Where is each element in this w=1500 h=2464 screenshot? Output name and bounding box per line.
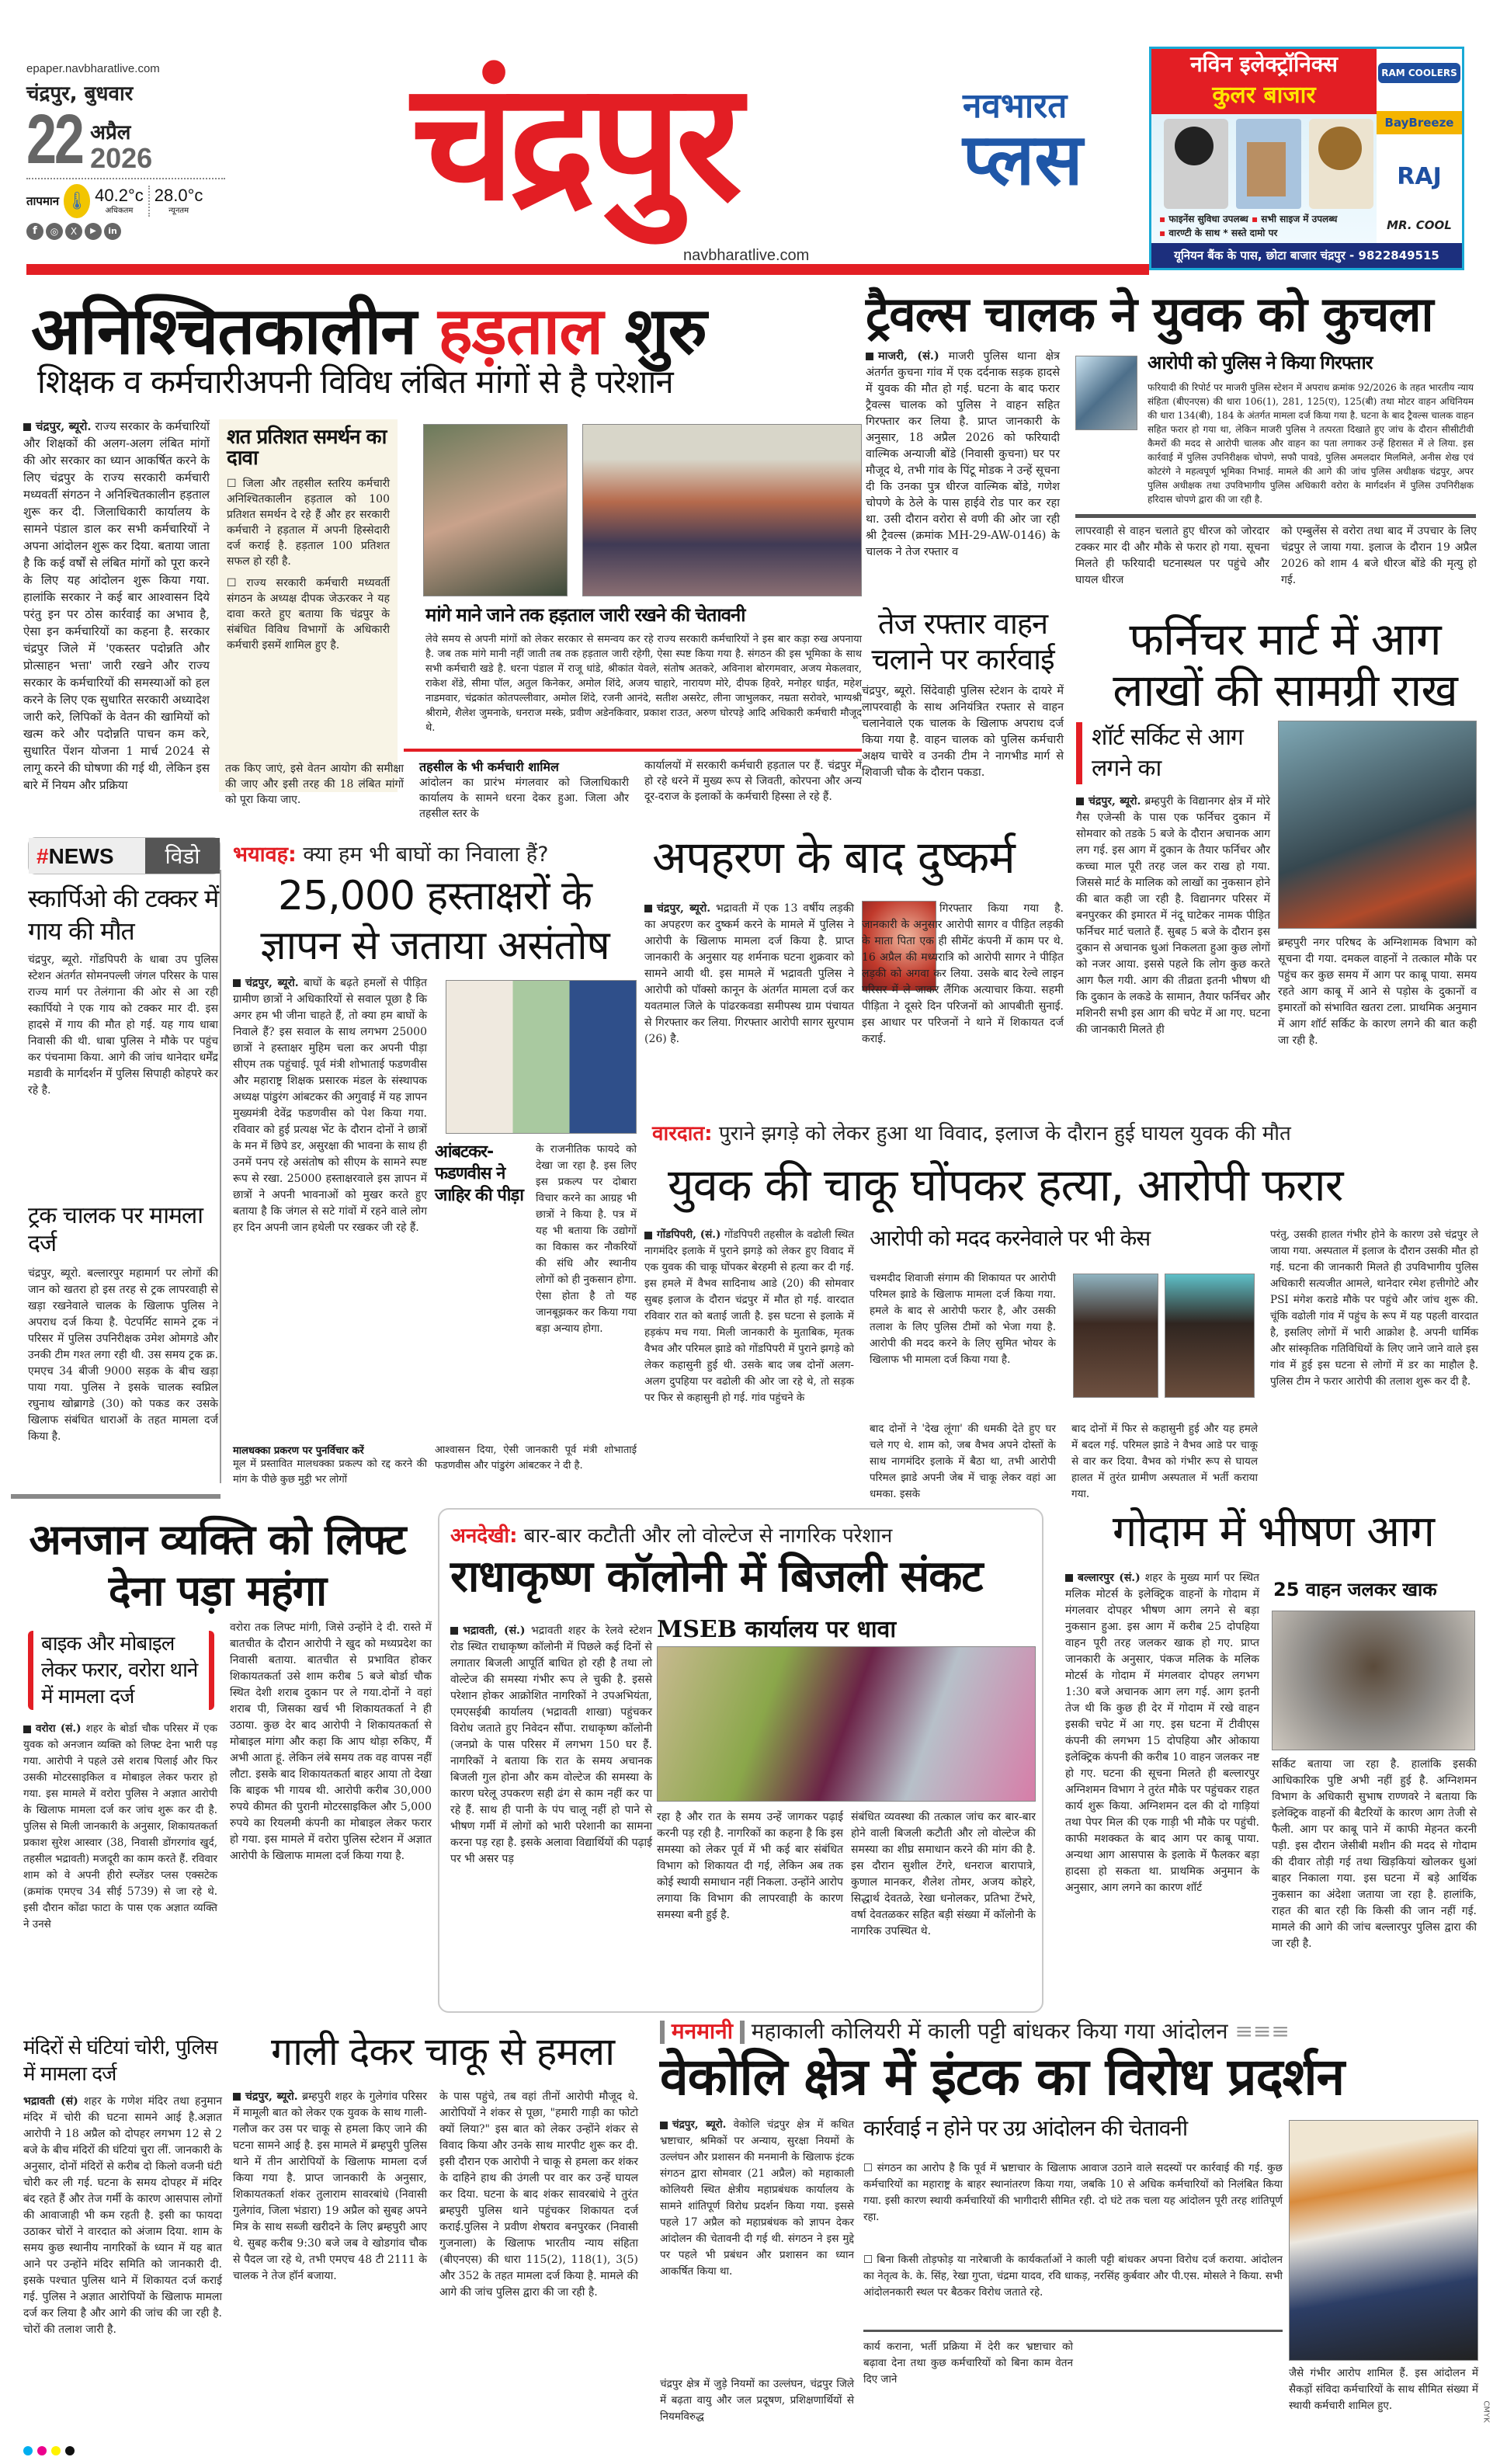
speeding-body: चंद्रपुर, ब्यूरो. सिंदेवाही पुलिस स्टेशन के दायरे में लापरवाही के साथ अनियंत्रित रफ्तार से वाहन चलानेवाले एक चालक के खिलाफ अपराध दर्ज किया गया है. वाहन चालक को पुलिस कर्मचारी अक्षय चाचेरे व उनकी टीम ने नागभीड मार्ग से शिवाजी चौक के दौरान पकडा. [862, 685, 1064, 779]
lead-photo-left [423, 424, 568, 596]
signatures-headline: 25,000 हस्ताक्षरों के ज्ञापन से जताया असंतोष [260, 873, 609, 969]
signatures-subtitle: मालधक्का प्रकरण पर पुनर्विचार करें [233, 1445, 364, 1457]
cooler-image [1309, 119, 1373, 209]
lift-body1: वरोरा (सं.) शहर के बोर्डा चौक परिसर में एक युवक को अनजान व्यक्ति को लिफ्ट देना भारी पड़ गया. आरोपी ने पहले उसे शराब पिलाई और फिर उसकी मोटरसाइकिल व मोबाइल लेकर फरार हो गया. इस मामले में वरोरा पुलिस ने अज्ञात आरोपी के खिलाफ मामला दर्ज कर जांच शुरू कर दी है. पुलिस से मिली जानकारी के अनुसार, शिकायतकर्ता प्रकाश सुरेश आस्वार (38, निवासी डोंगरगांव खुर्द, तहसील भद्रावती) मजदूरी का काम करते हैं. रविवार शाम को वे अपनी हीरो स्प्लेंडर प्लस एक्सटेक (क्रमांक एमएच 34 सीई 5739) से जा रहे थे. इसी दौरान कोंढा फाटा के पास एक अज्ञात व्यक्ति ने उनसे [23, 1722, 218, 1931]
wcl-body1: चंद्रपुर, ब्यूरो. वेकोलि चंद्रपुर क्षेत्र में कथित भ्रष्टाचार, श्रमिकों पर अन्याय, सुरक्षा नियमों के उल्लंघन और प्रशासन की मनमानी के खिलाफ इंटक संगठन द्वारा सोमवार (21 अप्रैल) को महाकाली कोलियरी स्थित क्षेत्रीय महाप्रबंधक कार्यालय के सामने शांतिपूर्ण विरोध प्रदर्शन किया गया. इससे पहले 17 अप्रैल को महाप्रबंधक को ज्ञापन देकर आंदोलन की चेतावनी दी गई थी. संगठन ने इस मुद्दे पर पहले भी प्रबंधन और प्रशासन का ध्यान आकर्षित किया था. [660, 2118, 855, 2278]
furniture-subhead: शॉर्ट सर्किट से आग लगने का [1076, 722, 1262, 784]
temp-min: 28.0°c [154, 186, 203, 205]
electricity-body2: रहा है और रात के समय उन्हें जागकर पढ़ाई करनी पड़ रही है. नागरिकों का कहना है कि इस समस्या को लेकर पूर्व में भी कई बार संबंधित विभाग को शिकायत दी गई, लेकिन अब तक कोई स्थायी समाधान नहीं निकला. उन्होंने आरोप लगाया कि विभाग की लापरवाही के कारण समस्या बनी हुई है. [657, 1811, 843, 1921]
date-day: 22 [26, 101, 82, 179]
wcl-subhead: कार्रवाई न होने पर उग्र आंदोलन की चेतावनी [863, 2115, 1188, 2141]
travels-body2: लापरवाही से वाहन चलाते हुए धीरज को जोरदार टक्कर मार दी और मौके से फरार हो गया. सूचना मिलते ही फरियादी घटनास्थल पर पहुंचे और घायल धीरज [1075, 525, 1269, 586]
signatures-photo-caption: आंबटकर-फडणवीस ने जाहिर की पीड़ा [435, 1142, 523, 1205]
lead-photo-right [582, 424, 862, 596]
brand-mrcool: MR. COOL [1387, 217, 1452, 232]
murder-body4: बाद दोनों में फिर से कहासुनी हुई और यह हमले में बदल गई. परिमल झाडे ने वैभव आडे पर चाकू से वार कर दिया. वैभव को गंभीर रूप से घायल हालत में तुरंत ग्रामीण अस्पताल में भर्ती कराया गया. [1071, 1423, 1258, 1500]
site-url[interactable]: navbharatlive.com [675, 247, 817, 264]
cooler-images [1164, 119, 1373, 209]
travels-photo [1075, 356, 1137, 430]
lead-headline: अनिश्चितकालीन हड़ताल शुरु [31, 293, 707, 369]
truck-body: चंद्रपुर, ब्यूरो. बल्लारपुर महामार्ग पर लोगों की जान को खतरा हो इस तरह से ट्रक लापरवाही से खड़ा रखनेवाले चालक के खिलाफ पुलिस ने अपराध दर्ज किया है. पेटपर्मिट सामने ट्रक नं परिसर में पुलिस उपनिरीक्षक उमेश ओमगडे और उनकी टीम गश्त लगा रही थी. उस समय ट्रक क्र. एमएच 34 बीजी 9000 सड़क के बीच खड़ा पाया गया. पुलिस ने इसके चालक स्वप्निल रघुनाथ खोब्रागडे (30) को पकड कर उसके खिलाफ संबंधित धाराओं के तहत मामला दर्ज किया है. [28, 1267, 218, 1443]
furniture-headline: फर्निचर मार्ट में आग लाखों की सामग्री राख [1113, 613, 1457, 717]
scorpio-body: चंद्रपुर, ब्यूरो. गोंडपिपरी के धाबा उप पुलिस स्टेशन अंतर्गत सोमनपल्ली जंगल परिसर के पास राज्य मार्ग पर तेलंगाना की ओर से आ रही स्कार्पियो ने एक गाय को टक्कर मार दी. इस हादसे में गाय की मौत हो गई. यह गाय धाबा निवासी की थी. धाबा पुलिस ने मौके पर पहुंच कर पंचनामा किया. आगे की जांच थानेदार धर्मेंद्र मडावी के मार्गदर्शन में पुलिस सिपाही कोहपरे कर रहे है. [28, 954, 218, 1096]
signatures-body1: चंद्रपुर, ब्यूरो. बाघों के बढ़ते हमलों से पीड़ित ग्रामीण छात्रों ने अधिकारियों से सवाल पूछा है कि अगर हम भी जीना चाहते हैं, तो क्या हम बाघों के निवाले हैं? इस सवाल के साथ लगभग 25000 छात्रों ने हस्ताक्षर मुहिम चला कर अपनी पीड़ा सीएम तक पहुंचाई. पूर्व मंत्री शोभाताई फडणवीस और महाराष्ट्र शिक्षक प्रसारक मंडल के संस्थापक अध्यक्ष पांडुरंग आंबटकर की अगुवाई में यह ज्ञापन मुख्यमंत्री देवेंद्र फडणवीस को पेश किया गया. रविवार को हुई प्रत्यक्ष भेंट के दौरान दोनों ने छात्रों के मन में छिपे डर, असुरक्षा की भावना के साथ ही उनमें पनप रहे असंतोष को सीएम के सामने स्पष्ट रूप से रखा. 25000 हस्ताक्षरवाले इस ज्ञापन में छात्रों ने अपनी भावनाओं को मुखर करते हुए बताया है कि जंगल से सटे गांवों में रहने वाले लोग हर दिन अपनी जान हथेली पर रखकर जी रहे हैं. [233, 977, 427, 1234]
sidebar-point: ☐ राज्य सरकारी कर्मचारी मध्यवर्ती संगठन के अध्यक्ष दीपक जेऊरकर ने यह दावा करते हुए बताया कि चंद्रपुर के संबंधित विविध विभागों के अधिकारी कर्मचारी इसमें शामिल हुए है. [227, 576, 390, 652]
signatures-photo [446, 980, 637, 1134]
travels-body-top: फरियादी की रिपोर्ट पर माजरी पुलिस स्टेशन में अपराध क्रमांक 92/2026 के तहत भारतीय न्याय संहिता (बीएनएस) की धारा 106(1), 281, 125(ए), 125(बी) तथा मोटर वाहन अधिनियम की धारा 134(बी), 184 के अंतर्गत मामला दर्ज किया गया है. घटना के बाद ट्रैवल्स चालक वाहन सहित फरार हो गया था, लेकिन माजरी पुलिस ने तत्परता दिखाते हुए जांच के दौरान सीसीटीवी कैमरों की मदद से आरोपी चालक और वाहन का पता लगाकर उन्हें हिरासत में ले लिया. इस कार्रवाई में पुलिस उपनिरीक्षक चोपणे, सफौ पावडे, पुलिस अमलदार मिलमिले, अनीस शेख एवं कोटरंगे ने महत्वपूर्ण भूमिका निभाई. मामले की आगे की जांच पुलिस अधीक्षक चंद्रपुर, अपर पुलिस अधीक्षक तथा उपविभागीय पुलिस अधिकारी वरोरा के मार्गदर्शन में पुलिस उपनिरीक्षक हरिदास चोपणे द्वारा की जा रही है. [1148, 382, 1474, 505]
ad-brands [1377, 49, 1462, 246]
edition-info [26, 62, 236, 272]
temp-label: तापमान [26, 194, 60, 208]
temperature-row [26, 184, 236, 218]
hash-icon: # [36, 844, 49, 868]
city-day: चंद्रपुर, बुधवार [26, 82, 134, 106]
lift-headline: अनजान व्यक्ति को लिफ्ट देना पड़ा महंगा [29, 1515, 406, 1615]
brand-ram: RAM COOLERS [1378, 63, 1460, 83]
signatures-sub: मालधक्का प्रकरण पर पुनर्विचार करें मूल में प्रस्तावित मालधक्का प्रकल्प को रद्द करने की मांग के पीछे कुछ मुट्ठी भर लोगों [233, 1443, 427, 1505]
brand-top: नवभारत [963, 86, 1068, 126]
abuse-headline: गाली देकर चाकू से हमला [270, 2029, 615, 2074]
godown-photo [1272, 1611, 1475, 1750]
murder-kicker: वारदात: पुराने झगड़े को लेकर हुआ था विवाद, इलाज के दौरान हुई घायल युवक की मौत [652, 1122, 1291, 1145]
lead-caption-body: लेवे समय से अपनी मांगों को लेकर सरकार से समन्वय कर रहे राज्य सरकारी कर्मचारियों ने इस बार कड़ा रुख अपनाया है. जब तक मांगे मानी नहीं जाती तब तक हड़ताल जारी रहेगी, ऐसा स्पष्ट किया गया है. संगठन की इस भूमिका के साथ सभी कर्मचारी खडे है. धरना पंडाल में राजू धांडे, श्रीकांत येवले, संतोष अतकरे, अविनाश बोरगमवार, अजय मेकलवार, राकेश शेंडे, सीमा पॉल, अतुल किनेकर, अमोल शिंदे, अजय चाहारे, नारायण मोरे, दीपक हिवरे, मनोहर धाईत, महेश नाडमवार, चंद्रकांत कोतपल्लीवार, अमोल शिंदे, रजनी आनंदे, सतीश असरेट, लीना जाभुलकर, नम्रता सरोवरे, भाग्यश्री श्रीरामे, शैलेश जुमनाके, धनराज मस्के, प्रवीण अडेनकिवार, प्रकाश राउत, अरुण घोरपड़े आदि अधिकारी कर्मचारी मौजूद थे. [425, 634, 862, 734]
lead-red-rule [404, 749, 862, 752]
lead-subtitle: तहसील के भी कर्मचारी शामिल [419, 759, 559, 774]
abduction-body2: गिरफ्तार किया गया है. जानकारी के अनुसार आरोपी सागर व पीड़ित लड़की के माता पिता एक ही सीमेंट कंपनी में काम पर थे. 16 अप्रैल की मध्यरात्रि को आरोपी सागर ने पीड़ित लड़की को अगवा कर लिया. उसके बाद रेल्वे लाइन परिसर में ले जाकर लैंगिक अत्याचार किया. सहमी पीड़िता ने दूसरे दिन परिजनों को आपबीती सुनाई. इस आधार पर परिजनों ने थाने में शिकायत दर्ज कराई. [862, 902, 1064, 1045]
header-red-rule [26, 264, 1149, 275]
travels-subhead: आरोपी को पुलिस ने किया गिरफ्तार [1148, 352, 1373, 374]
date-month: अप्रैल [90, 121, 131, 144]
lead-col2: तक किए जाएं, इसे वेतन आयोग की समीक्षा की जाए और इसी तरह की 18 लंबित मांगों को पूरा किया जाए. [225, 763, 404, 806]
travels-headline: ट्रैवल्स चालक ने युवक को कुचला [866, 286, 1433, 342]
date-year: 2026 [90, 142, 153, 174]
website-url[interactable]: epaper.navbharatlive.com [26, 62, 160, 75]
decorative-lines-icon: ≡≡≡ [1234, 2018, 1290, 2044]
lift-body2: वरोरा तक लिफ्ट मांगी, जिसे उन्होंने दे दी. रास्ते में बातचीत के दौरान आरोपी ने खुद को मध्यप्रदेश का निवासी बताया. बातचीत से प्रभावित होकर शिकायतकर्ता उसे शाम करीब 5 बजे बोर्डा चौक स्थित देशी शराब दुकान पर ले गया.दोनों ने वहां शराब पी, जिसका खर्च भी शिकायतकर्ता ने ही उठाया. कुछ देर बाद आरोपी ने शिकायतकर्ता से मोबाइल मांगा और कहा कि आप थोड़ा रुकिए, मैं अभी आता हूं. लेकिन लंबे समय तक वह वापस नहीं लौटा. इसके बाद शिकायतकर्ता बाहर आया तो देखा कि बाइक भी गायब थी. आरोपी करीब 30,000 रुपये कीमत की पुरानी मोटरसाइकिल और 5,000 रुपये का रियलमी कंपनी का मोबाइल लेकर फरार हो गया. इस मामले में वरोरा पुलिस स्टेशन में अज्ञात आरोपी के खिलाफ मामला दर्ज किया गया है. [230, 1621, 432, 1862]
ad-features: ▪ फाइनेंस सुविधा उपलब्ध ▪ सभी साइज में उपलब्ध ▪ वारण्टी के साथ * सस्ते दामो पर [1159, 214, 1338, 238]
abuse-body1: चंद्रपुर, ब्यूरो. ब्रम्हपुरी शहर के गुलेगांव परिसर में मामूली बात को लेकर एक युवक के साथ गाली-गलौज कर उस पर चाकू से हमला किए जाने की घटना सामने आई है. इस मामले में ब्रम्हपुरी पुलिस थाने में तीन आरोपियों के खिलाफ मामला दर्ज किया गया है. प्राप्त जानकारी के अनुसार, शिकायतकर्ता शंकर तुलाराम सावरबांधे (निवासी गुलेगांव, जिला भंडारा) 19 अप्रैल को सुबह अपने मित्र के साथ सब्जी खरीदने के लिए ब्रम्हपुरी आए थे. सुबह करीब 9:30 बजे जब वे खोडगांव चौक से पैदल जा रहे थे, तभी एमएच 48 टी 2111 के चालक ने तेज हॉर्न बजाया. [233, 2090, 427, 2282]
lead-body: चंद्रपुर, ब्यूरो. राज्य सरकार के कर्मचारियों और शिक्षकों की अलग-अलग लंबित मांगों की ओर सरकार का ध्यान आकर्षित करने के लिए चंद्रपुर के राज्य सरकारी कर्मचारी मध्यवर्ती संगठन ने अनिश्चितकालीन हड़ताल शुरू कर दी. जिलाधिकारी कार्यालय के सामने पंडाल डाल कर सभी कर्मचारियों ने अपना आंदोलन शुरू कर दिया. बताया जाता है कि कई वर्षों से लंबित मांगों को पूरा करने के लिए यह आंदोलन शुरू किया गया. हालांकि सरकार ने कई बार आश्वासन दिये परंतु इन पर ठोस कार्रवाई का अभाव है, ऐसा इन कर्मचारियों का कहना है. सरकार चंद्रपुर जिले में 'एकस्तर पदोन्नति और प्रोत्साहन भत्ता' जारी रखने और राज्य सरकार के कर्मचारियों की समस्याओं को हल करने के लिए एक सुधारित सरकारी अध्यादेश जारी करे, लिपिकों के वेतन की खामियों को खत्म करे और पदोन्नति पाचन कम करे, सुधारित पेंशन योजना 1 मार्च 2024 से लागू करने की घोषणा की गई थी, लेकिन इस बारे में नियम और प्रक्रिया [23, 419, 210, 792]
murder-body5: परंतु, उसकी हालत गंभीर होने के कारण उसे चंद्रपुर ले जाया गया. अस्पताल में इलाज के दौरान उसकी मौत हो गई. घटना की जानकारी मिलते ही उपविभागीय पुलिस अधिकारी सत्यजीत आमले, थानेदार रमेश हत्तीगोटे और PSI मंगेश कराडे मौके पर पहुंचे और जांच शुरू की. चूंकि वढोली गांव में पहुंच के रूप में यह पहली वारदात है, इसलिए लोगों में भारी आक्रोश है. अपनी धार्मिक और सांस्कृतिक गतिविधियों के लिए जाने जाने वाले इस गांव में हुई इस घटना से लोगों में डर का माहौल है. पुलिस टीम ने फरार आरोपी की तलाश शुरू कर दी है. [1270, 1229, 1478, 1388]
ad-title-line1: नविन इलेक्ट्रॉनिक्स [1190, 51, 1338, 77]
murder-subhead: आरोपी को मदद करनेवाले पर भी केस [870, 1225, 1151, 1251]
truck-headline: ट्रक चालक पर मामला दर्ज [28, 1202, 203, 1257]
signatures-kicker: भयावह: क्या हम भी बाघों का निवाला हैं? [233, 843, 549, 867]
wcl-rule [863, 2330, 1283, 2332]
youtube-icon[interactable]: ▶ [85, 223, 102, 240]
lift-subhead: बाइक और मोबाइल लेकर फरार, वरोरा थाने में मामला दर्ज [28, 1631, 214, 1710]
godown-headline: गोदाम में भीषण आग [1112, 1507, 1435, 1557]
ad-address: यूनियन बैंक के पास, छोटा बाजार चंद्रपुर - 9822849515 [1151, 243, 1462, 268]
linkedin-icon[interactable]: in [104, 223, 121, 240]
lead-col4: कार्यालयों में सरकारी कर्मचारी हड़ताल पर हैं. चंद्रपुर में हो रहे धरने में मुख्य रूप से जिवती, कोरपना और अन्य दूर-दराज के इलाकों के कर्मचारी हिस्सा ले रहे हैं. [644, 759, 862, 803]
wcl-kicker: मनमानी महाकाली कोलियरी में काली पट्टी बांधकर किया गया आंदोलन ≡≡≡ [660, 2016, 1483, 2045]
electricity-kicker: अनदेखी: बार-बार कटौती और लो वोल्टेज से नागरिक परेशान [450, 1524, 893, 1548]
sidebar-title: शत प्रतिशत समर्थन का दावा [227, 426, 387, 471]
wcl-photo-caption: जैसे गंभीर आरोप शामिल हैं. इस आंदोलन में सैकड़ों संविदा कर्मचारियों के साथ सीमित संख्या में स्थायी कर्मचारी शामिल हुए. [1289, 2367, 1478, 2412]
cmyk-label: CMYK [1481, 2400, 1491, 2423]
godown-body2: सर्किट बताया जा रहा है. हालांकि इसकी आधिकारिक पुष्टि अभी नहीं हुई है. अग्निशमन विभाग के अधिकारी सुभाष राण्णवरे ने बताया कि इलेक्ट्रिक वाहनों की बैटरियों के कारण आग तेजी से फैली. आग पर काबू पाने में काफी मेहनत करनी पड़ी. इस दौरान जेसीबी मशीन की मदद से गोदाम की दीवार तोड़ी गई तथा खिड़कियां खोलकर धुआं बाहर निकाला गया. इस घटना में बड़े आर्थिक नुकसान का अंदेशा जताया जा रहा है. हालांकि, राहत की बात रही कि किसी की जान नहीं गई. मामले की आगे की जांच बल्लारपुर पुलिस द्वारा की जा रही है. [1272, 1758, 1477, 1950]
furniture-body2: ब्रम्हपुरी नगर परिषद के अग्निशामक विभाग को सूचना दी गया. दमकल वाहनों ने तत्काल मौके पर पहुंच कर कुछ समय में आग पर काबू पाया. समय रहते आग काबू में आने से पड़ोस के दुकानों व इमारतों को संभावित खतरा टला. प्राथमिक अनुमान में आग शॉर्ट सर्किट के कारण लगने की बात कही जा रही है. [1278, 937, 1477, 1047]
wcl-body2: चंद्रपुर क्षेत्र में जुड़े नियमों का उल्लंघन, चंद्रपुर जिले में बढ़ता वायु और जल प्रदूषण, प्रशिक्षणार्थियों से नियमविरुद्ध [660, 2378, 854, 2423]
registration-marks [23, 2446, 75, 2455]
furniture-photo [1278, 721, 1477, 929]
temple-body: भद्रावती (सं) शहर के गणेश मंदिर तथा हनुमान मंदिर में चोरी की घटना सामने आई है.अज्ञात आरोपी ने 18 अप्रैल को दोपहर लगभग 12 से 2 बजे के बीच मंदिरों की घंटियां चुरा लीं. जानकारी के अनुसार, दोनों मंदिरों से करीब दो किलो वजनी घंटी चोरी कर ली गई. घटना के समय दोपहर में मंदिर बंद रहते हैं और तेज गर्मी के कारण आसपास लोगों की आवाजाही भी कम रहती है. इसी का फायदा उठाकर चोरों ने वारदात को अंजाम दिया. शाम के समय कुछ स्थानीय नागरिकों के ध्यान में यह बात आने पर उन्होंने मंदिर समिति को जानकारी दी. इसके पश्चात पुलिस थाने में शिकायत दर्ज कराई गई. पुलिस ने अज्ञात आरोपियों के खिलाफ मामला दर्ज कर लिया है और आगे की जांच की जा रही है. चोरों की तलाश जारी है. [23, 2095, 222, 2336]
electricity-photo [657, 1646, 1036, 1802]
accused-photo-2 [1165, 1274, 1255, 1398]
cooler-image [1236, 119, 1300, 209]
abduction-body1: चंद्रपुर, ब्यूरो. भद्रावती में एक 13 वर्षीय लड़की का अपहरण कर दुष्कर्म करने के मामले में पुलिस ने आरोपी के खिलाफ मामला दर्ज किया है. प्राप्त जानकारी के अनुसार यह शर्मनाक घटना शुक्रवार को सामने आयी थी. इस मामले में भद्रावती पुलिस ने आरोपी को पॉक्सो कानून के अंतर्गत मामला दर्ज कर यवतमाल जिले के पांढरकवडा समीपस्थ ग्राम पंचायत से गिरफ्तार कर लिया. गिरफ्तार आरोपी सागर सुरपाम (26) है. [644, 902, 854, 1045]
wcl-body3: कार्य कराना, भर्ती प्रक्रिया में देरी कर भ्रष्टाचार को बढ़ावा देना तथा कुछ कर्मचारियों को बिना काम वेतन दिए जाने [863, 2341, 1073, 2386]
masthead-title: चंद्रपुर [411, 47, 737, 237]
temp-min-label: न्यूनतम [168, 207, 189, 215]
murder-headline: युवक की चाकू घोंपकर हत्या, आरोपी फरार [668, 1159, 1343, 1211]
signatures-body2: के राजनीतिक फायदे को देखा जा रहा है. इस लिए इस प्रकल्प पर दोबारा विचार करने का आग्रह भी छात्रों ने किया है. पत्र में यह भी बताया कि उद्योगों का विकास कर नौकरियों की संधि और स्थानीय लोगों को ही नुकसान होगा. ऐसा होता है तो यह जानबूझकर कर किया गया बड़ा अन्याय होगा. [536, 1143, 637, 1335]
sidebar-point: ☐ जिला और तहसील स्तरिय कर्मचारी अनिश्चितकालीन हड़ताल को 100 प्रतिशत समर्थन दे रहे हैं और हर सरकारी कर्मचारी ने हड़ताल में अपनी हिस्सेदारी दर्ज कराई है. हड़ताल 100 प्रतिशत सफल हो रही है. [227, 477, 390, 568]
left-bottom-rule [11, 1494, 220, 1499]
travels-rule [1075, 514, 1476, 518]
lead-sidebar [219, 419, 398, 792]
brand-raj: RAJ [1397, 162, 1442, 190]
travels-body1: माजरी, (सं.) माजरी पुलिस थाना क्षेत्र अंतर्गत कुचना गांव में एक दर्दनाक सड़क हादसे में युवक की मौत हो गई. घटना के बाद फरार ट्रैवल्स चालक को पुलिस ने वाहन सहित गिरफ्तार कर लिया है. प्राप्त जानकारी के अनुसार, 18 अप्रैल 2026 को फरियादी वाल्मिक अन्याजी बोंडे (निवासी कुचना) घर पर मौजूद थे, तभी गांव के पिंटू मोडक ने उन्हें सूचना दी कि उनका पुत्र धीरज वाल्मिक बोंडे, गणेश चोपणे के ठेले के पास हाईवे रोड पार कर रहा था. उसी दौरान वरोरा से वणी की ओर जा रही श्री ट्रैवल्स (क्रमांक MH-29-AW-0146) के चालक ने तेज रफ्तार व [866, 349, 1060, 558]
left-column-divider [220, 870, 221, 1483]
x-icon[interactable]: X [65, 223, 82, 240]
temp-max-label: अधिकतम [105, 207, 134, 215]
social-icons [26, 223, 236, 240]
brand-bottom: प्लस [963, 118, 1083, 201]
scorpio-headline: स्कार्पिओ की टक्कर में गाय की मौत [28, 884, 219, 946]
news-video-badge[interactable]: #NEWS विडो [28, 837, 220, 874]
murder-body3: बाद दोनों ने 'देख लूंगा' की धमकी देते हुए घर चले गए थे. शाम को, जब वैभव अपने दोस्तों के साथ नागमंदिर इलाके में बैठा था, तभी आरोपी परिमल झाडे अपनी जेब में चाकू लेकर वहां आ धमका. इसके [870, 1423, 1056, 1500]
lead-subhead: शिक्षक व कर्मचारीअपनी विविध लंबित मांगों से है परेशान [37, 363, 673, 401]
electricity-photo-title: MSEB कार्यालय पर धावा [657, 1616, 897, 1643]
thermometer-icon: 🌡 [64, 184, 90, 218]
cooler-ad[interactable] [1149, 47, 1464, 270]
lead-col3: तहसील के भी कर्मचारी शामिल आंदोलन का प्रारंभ मंगलवार को जिलाधिकारी कार्यालय के सामने धरना देकर हुआ. जिला और तहसील स्तर के [419, 759, 629, 820]
speeding-headline: तेज रफ्तार वाहन चलाने पर कार्रवाई [871, 606, 1054, 676]
wcl-photo [1289, 2120, 1478, 2361]
lead-photo-caption: मांगे माने जाने तक हड़ताल जारी रखने की चेतावनी [425, 604, 745, 626]
cooler-image [1164, 119, 1228, 209]
wcl-headline: वेकोलि क्षेत्र में इंटक का विरोध प्रदर्शन [660, 2047, 1345, 2107]
temple-headline: मंदिरों से घंटियां चोरी, पुलिस में मामला दर्ज [23, 2036, 217, 2086]
accused-photo-1 [1073, 1274, 1158, 1398]
travels-body3: को एम्बुलेंस से वरोरा तथा बाद में उपचार के लिए चंद्रपुर ले जाया गया. इलाज के दौरान 19 अप्रैल 2026 को शाम 4 बजे धीरज बोंडे की मृत्यु हो गई. [1281, 525, 1477, 586]
signatures-body4: आश्वासन दिया, ऐसी जानकारी पूर्व मंत्री शोभाताई फडणवीस और पांडुरंग आंबटकर ने दी है. [435, 1444, 637, 1472]
electricity-body3: संबंधित व्यवस्था की तत्काल जांच कर बार-बार होने वाली बिजली कटौती और लो वोल्टेज की समस्या का शीघ्र समाधान करने की मांग की है. इस दौरान सुशील टेंगरे, धनराज बारापात्रे, कुणाल मानकर, शैलेश तोमर, अजय कोहरे, सिद्धार्थ देवतळे, रेखा धनोलकर, प्रतिभा टेंभरे, वर्षा देवतळकर सहित बड़ी संख्या में कॉलोनी के नागरिक उपस्थित थे. [851, 1811, 1036, 1937]
facebook-icon[interactable]: f [26, 223, 43, 240]
ad-title-line2: कुलर बाजार [1212, 82, 1316, 109]
wcl-point: ☐ बिना किसी तोड़फोड़ या नारेबाजी के कार्यकर्ताओं ने काली पट्टी बांधकर अपना विरोध दर्ज कराया. आंदोलन का नेतृत्व के. के. सिंह, रेखा गुप्ता, चंद्रमा यादव, रवि धाकड़, नरसिंह कुर्बवार और पी.एस. मोसले ने किया. सभी आंदोलनकारी स्थल पर बैठकर विरोध जताते रहे. [863, 2254, 1283, 2299]
abduction-headline: अपहरण के बाद दुष्कर्म [652, 831, 1015, 884]
godown-body1: बल्लारपुर (सं.) शहर के मुख्य मार्ग पर स्थित मलिक मोटर्स के इलेक्ट्रिक वाहनों के गोदाम में मंगलवार दोपहर भीषण आग लगने से बड़ा नुकसान हुआ. इस आग में करीब 25 दोपहिया वाहन पूरी तरह जलकर खाक हो गए. प्राप्त जानकारी के अनुसार, पंकज मलिक के मलिक मोटर्स के गोदाम में मंगलवार दोपहर लगभग 1:30 बजे अचानक आग लग गई. आग इतनी तेज थी कि कुछ ही देर में गोदाम में रखे वाहन इसकी चपेट में आ गए. इस घटना में टीवीएस कंपनी की लगभग 15 दोपहिया और ओकाया इलेक्ट्रिक कंपनी की करीब 10 वाहन जलकर नष्ट हो गए. घटना की सूचना मिलते ही बल्लारपुर अग्निशमन विभाग ने तुरंत मौके पर पहुंचकर राहत कार्य शुरू किया. अग्निशमन दल की दो गाड़ियां तथा पेपर मिल की एक गाड़ी भी मौके पर पहुंची. काफी मशक्कत के बाद आग पर काबू पाया. अन्यथा आग आसपास के इलाके में फैलकर बड़ा हादसा हो सकता था. प्राथमिक अनुमान के अनुसार, आग लगने का कारण शॉर्ट [1065, 1572, 1259, 1894]
wcl-point: ☐ संगठन का आरोप है कि पूर्व में भ्रष्टाचार के खिलाफ आवाज उठाने वाले सदस्यों पर कार्रवाई की गई. कुछ कर्मचारियों का महाराष्ट्र के बाहर स्थानांतरण किया गया, जबकि 10 से अधिक कर्मचारियों को निलंबित किया गया. इसी कारण स्थायी कर्मचारियों की भागीदारी सीमित रही. दो घंटे तक चला यह आंदोलन पूरी तरह शांतिपूर्ण रहा. [863, 2162, 1283, 2223]
furniture-body1: चंद्रपुर, ब्यूरो. ब्रम्हपुरी के विद्यानगर क्षेत्र में मोरे गैस एजेन्सी के पास एक फर्निचर दुकान में सोमवार को तडके 5 बजे के दौरान अचानक आग लग गई. इस आग में दुकान के तैयार फर्निचर और कच्चा माल पूरी तरह जल कर राख हो गया. जिससे मार्ट के मालिक को लाखों का नुकसान होने की बात कही जा रही है. विद्यानगर परिसर में बनपुरकर की इमारत में नंदू घाटेकर नामक पीड़ित फर्निचर मार्ट चलाते हैं. सुबह 5 बजे के दौरान इस दुकान से अचानक धुआं निकलता हुआ कुछ लोगों को नजर आया. इससे पहले कि लोग कुछ करते आग फैल गयी. आग की तीव्रता इतनी भीषण थी कि दुकान के लकडे के सामान, तैयार फर्निचर और मशिनरी सभी इस आग की चपेट में आ गए. घटना की जानकारी मिलते ही [1076, 795, 1271, 1036]
murder-body2: चश्मदीद शिवाजी संगाम की शिकायत पर आरोपी परिमल झाडे के खिलाफ मामला दर्ज किया गया. हमले के बाद से आरोपी फरार है, और उसकी तलाश के लिए पुलिस टीमों को भेजा गया है. आरोपी की मदद करने के लिए सुमित भोयर के खिलाफ भी मामला दर्ज किया गया है. [870, 1272, 1056, 1366]
godown-photo-title: 25 वाहन जलकर खाक [1273, 1579, 1437, 1600]
instagram-icon[interactable]: ◎ [46, 223, 63, 240]
electricity-headline: राधाकृष्ण कॉलोनी में बिजली संकट [450, 1552, 983, 1602]
brand-baybreeze: BayBreeze [1377, 111, 1462, 134]
murder-body1: गोंडपिपरी, (सं.) गोंडपिपरी तहसील के वढोली स्थित नागमंदिर इलाके में पुराने झगड़े को लेकर हुए विवाद में एक युवक की चाकू घोंपकर बेरहमी से हत्या कर दी गई. इस हमले में वैभव सादिनाथ आडे (20) की सोमवार सुबह इलाज के दौरान चंद्रपुर में मौत हो गई. वारदात रविवार रात को बताई जाती है. इस घटना से इलाके में हड़कंप मच गया. मिली जानकारी के मुताबिक, मृतक वैभव और परिमल झाडे को गोंडपिपरी में पुराने झगड़े को लेकर कहासुनी हुई थी. उसके बाद जब दोनों अलग-अलग दुपहिया पर वढोली की ओर जा रहे थे, तो सड़क पर फिर से कहासुनी हो गई. गांव पहुंचने के [644, 1229, 854, 1404]
masthead [411, 37, 1095, 262]
abuse-body2: के पास पहुंचे, तब वहां तीनों आरोपी मौजूद थे. आरोपियों ने शंकर से पूछा, "हमारी गाड़ी का फोटो क्यों लिया?" इस बात को लेकर उन्होंने शंकर से विवाद किया और उनके साथ मारपीट शुरू कर दी. इसी दौरान एक आरोपी ने चाकू से हमला कर शंकर के दाहिने हाथ की उंगली पर वार कर उन्हें घायल कर दिया. घटना के बाद शंकर सावरबांधे ने तुरंत ब्रम्हपुरी पुलिस थाने पहुंचकर शिकायत दर्ज कराई.पुलिस ने प्रवीण शेषराव बनपुरकर (निवासी गुजनाला) के खिलाफ भारतीय न्याय संहिता (बीएनएस) की धारा 115(2), 118(1), 3(5) और 352 के तहत मामला दर्ज किया है. मामले की आगे की जांच पुलिस द्वारा की जा रही है. [439, 2090, 638, 2299]
temp-max: 40.2°c [95, 186, 144, 205]
electricity-body1: भद्रावती, (सं.) भद्रावती शहर के रेलवे स्टेशन रोड स्थित राधाकृष्ण कॉलोनी में पिछले कई दिनों से लगातार बिजली आपूर्ति बाधित हो रही है तथा लो वोल्टेज की समस्या गंभीर रूप ले चुकी है. इससे परेशान होकर आक्रोशित नागरिकों ने उपअभियंता, एमएसईबी कार्यालय (भद्रावती शाखा) पहुंचकर विरोध जताते हुए निवेदन सौंपा. राधाकृष्ण कॉलोनी (जनप्रो के पास परिसर में लगभग 150 घर हैं. नागरिकों ने बताया कि रात के समय अचानक बिजली गुल होना और कम वोल्टेज की समस्या के कारण घरेलू उपकरण सही ढंग से काम नहीं कर पा रहे हैं. साथ ही पानी के पंप चालू नहीं हो पाने से भीषण गर्मी में लोगों को भारी परेशानी का सामना करना पड़ रहा है. इसके अलावा विद्यार्थियों की पढ़ाई पर भी असर पड़ [450, 1625, 652, 1865]
